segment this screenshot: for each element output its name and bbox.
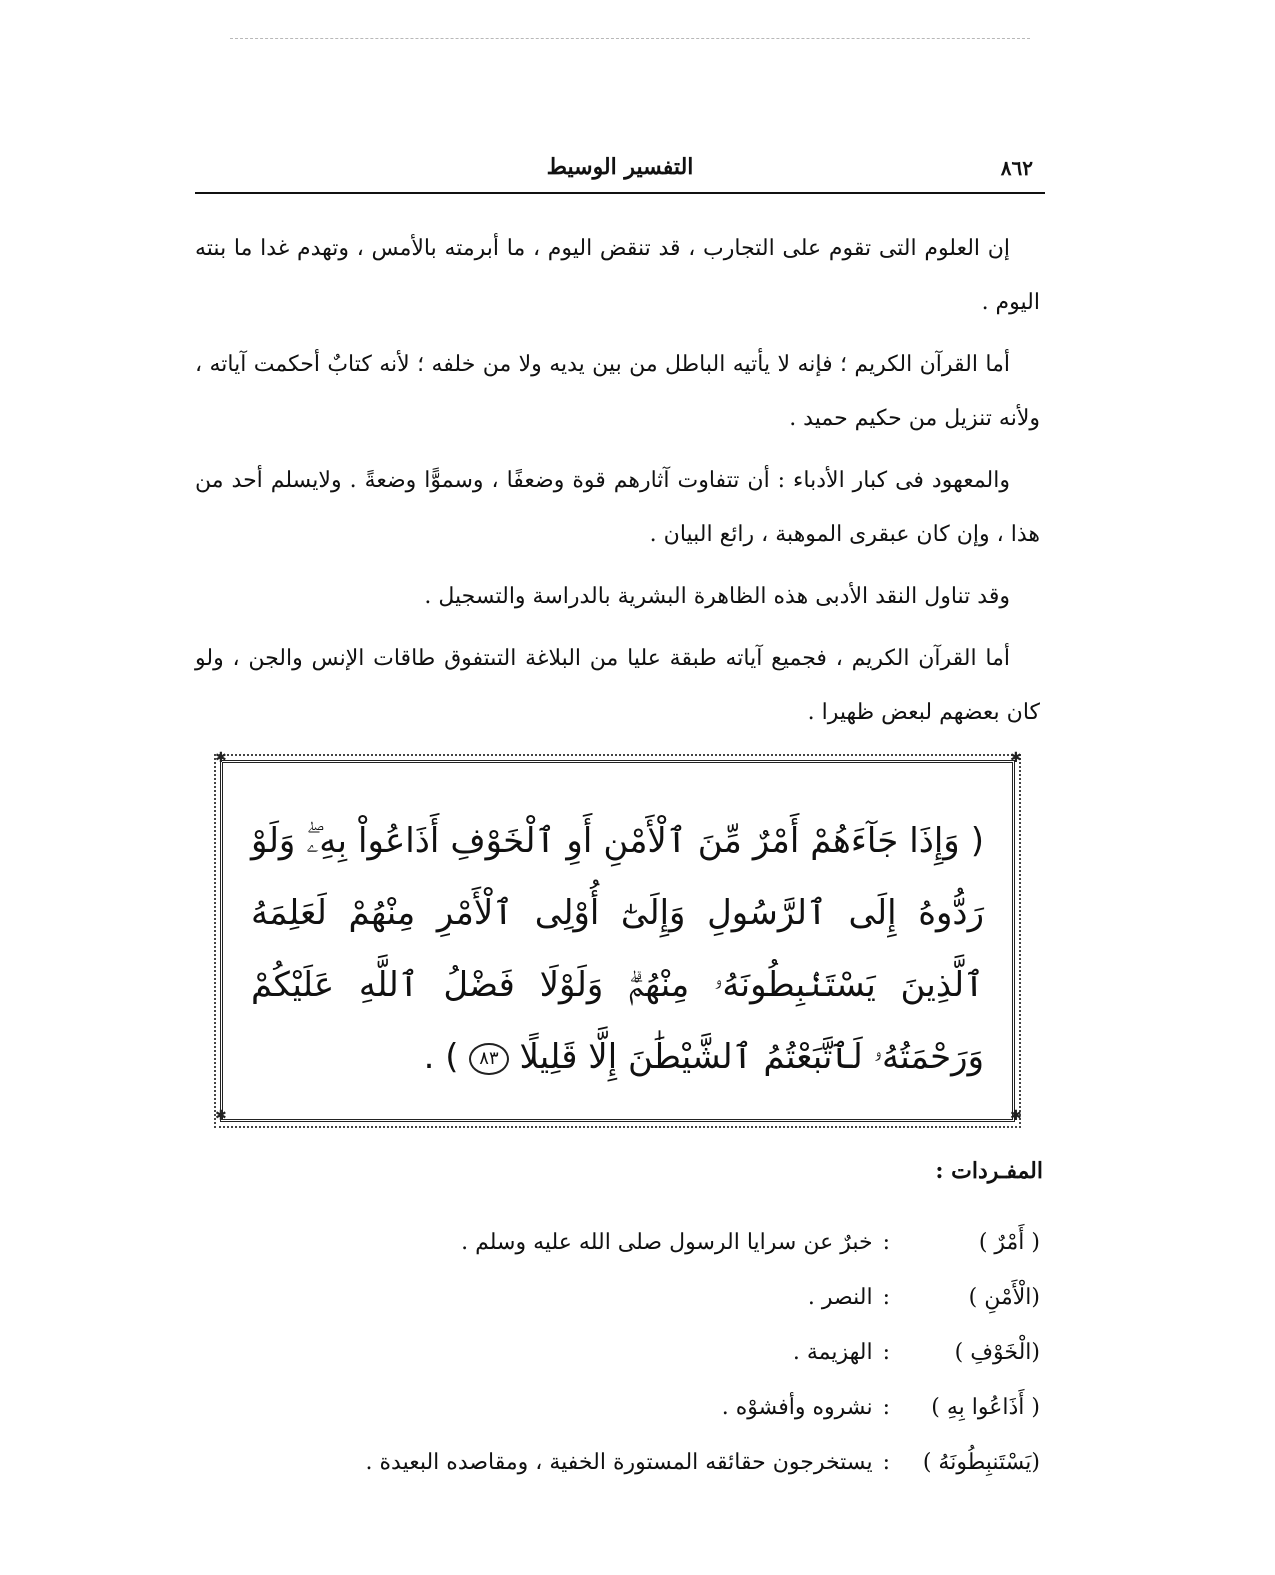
paragraph: أما القرآن الكريم ؛ فإنه لا يأتيه الباطل من بين يديه ولا من خلفه ؛ لأنه كتابٌ أحكمت آياته ، ولأنه تنزيل من حكيم حميد . (195, 352, 1040, 431)
frame-corner-icon: ✱ (215, 750, 227, 766)
quran-verse (251, 805, 984, 1093)
vocabulary-definition: الهزيمة . (792, 1340, 873, 1365)
body-text (195, 222, 1040, 748)
vocabulary-item (220, 1435, 1040, 1490)
frame-corner-icon: ✱ (1010, 1108, 1022, 1124)
vocabulary-term: ( أَذَاعُوا بِهِ ) (931, 1395, 1040, 1420)
paragraph: والمعهود فى كبار الأدباء : أن تتفاوت آثارهم قوة وضعفًا ، وسموًّا وضعةً . ولايسلم أحد من هذا ، وإن كان عبقرى الموهبة ، رائع البيان . (195, 468, 1040, 547)
vocabulary-item (220, 1270, 1040, 1325)
ayah-number-icon: ٨٣ (469, 1043, 508, 1075)
paragraph: إن العلوم التى تقوم على التجارب ، قد تنقض اليوم ، ما أبرمته بالأمس ، وتهدم غدا ما بنته اليوم . (195, 236, 1040, 315)
vocabulary-term: ( أَمْرٌ ) (978, 1230, 1040, 1255)
vocabulary-definition: نشروه وأفشوْه . (721, 1395, 873, 1420)
vocabulary-term: (الْأَمْنِ ) (968, 1285, 1040, 1310)
paragraph: وقد تناول النقد الأدبى هذه الظاهرة البشرية بالدراسة والتسجيل . (424, 584, 1010, 609)
separator: : (882, 1230, 890, 1255)
separator: : (882, 1285, 890, 1310)
vocabulary-definition: خبرٌ عن سرايا الرسول صلى الله عليه وسلم . (461, 1230, 873, 1255)
frame-corner-icon: ✱ (1010, 750, 1022, 766)
vocabulary-heading: المفـردات : (935, 1158, 1043, 1184)
vocabulary-item (220, 1325, 1040, 1380)
separator: : (882, 1450, 890, 1475)
separator: : (882, 1395, 890, 1420)
page-header (195, 150, 1045, 194)
verse-frame (215, 750, 1022, 1124)
running-title: التفسير الوسيط (546, 154, 694, 180)
vocabulary-term: (الْخَوْفِ ) (954, 1340, 1040, 1365)
paragraph: أما القرآن الكريم ، فجميع آياته طبقة عليا من البلاغة التىتفوق طاقات الإنس والجن ، ولو كان بعضهم لبعض ظهيرا . (195, 646, 1040, 725)
vocabulary-item (220, 1215, 1040, 1270)
frame-corner-icon: ✱ (215, 1108, 227, 1124)
vocabulary-item (220, 1380, 1040, 1435)
separator: : (882, 1340, 890, 1365)
scan-artifact-line (230, 38, 1030, 39)
vocabulary-definition: النصر . (807, 1285, 873, 1310)
vocabulary-definition: يستخرجون حقائقه المستورة الخفية ، ومقاصده البعيدة . (365, 1450, 873, 1475)
page-number: ٨٦٢ (1000, 156, 1033, 180)
verse-closing: ) . (423, 1037, 459, 1077)
verse-text: ( وَإِذَا جَآءَهُمْ أَمْرٌ مِّنَ ٱلْأَمْنِ أَوِ ٱلْخَوْفِ أَذَاعُواْ بِهِۦۖ وَلَوْ رَدُّوهُ إِلَى ٱلرَّسُولِ وَإِلَىٰٓ أُوْلِى ٱلْأَمْرِ مِنْهُمْ لَعَلِمَهُ ٱلَّذِينَ يَسْتَنۢبِطُونَهُۥ مِنْهُمْۗ وَلَوْلَا فَضْلُ ٱللَّهِ عَلَيْكُمْ وَرَحْمَتُهُۥ لَٱتَّبَعْتُمُ ٱلشَّيْطَٰنَ إِلَّا قَلِيلًا (251, 821, 984, 1077)
vocabulary-term: (يَسْتَنبِطُونَهُ ) (922, 1450, 1040, 1475)
vocabulary-list (220, 1215, 1040, 1490)
